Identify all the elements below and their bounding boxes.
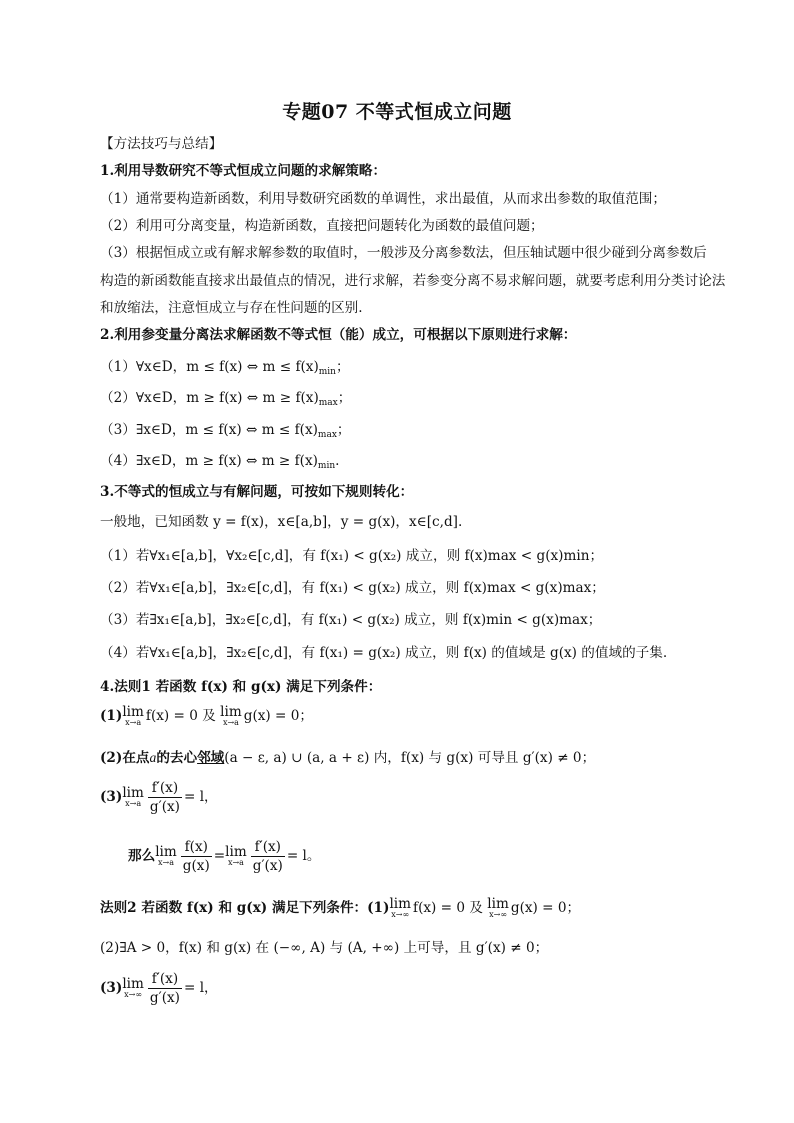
s1-p3c: 和放缩法，注意恒成立与存在性问题的区别. xyxy=(100,300,363,316)
s2-rule-2: （2）∀x∈D，m ≥ f(x) ⇔ $m \ge f(x)_{max}$； xyxy=(100,390,352,408)
rule1-cond1: (1) lim x→a f(x) = 0 及 lim x→a g(x) = 0； xyxy=(100,704,313,727)
rule1-cond2: (2)在点a的去心邻域(a − ε, a) ∪ (a, a + ε) 内，f(x) 与 g(x) 可导且 g′(x) ≠ 0； xyxy=(100,750,596,766)
s1-head: 1.利用导数研究不等式恒成立问题的求解策略： xyxy=(100,163,387,179)
s4-head: 4.法则1 若函数 f(x) 和 g(x) 满足下列条件： xyxy=(100,679,382,695)
s1-p3a: （3）根据恒成立或有解求解参数的取值时，一般涉及分离参数法，但压轴试题中很少碰到分离参数后 xyxy=(100,245,707,261)
page-title: 专题07 不等式恒成立问题 xyxy=(282,101,512,123)
s1-p2: （2）利用可分离变量，构造新函数，直接把问题转化为函数的最值问题； xyxy=(100,218,544,234)
rule1-cond3: (3) lim x→a $\frac{f'(x)}{g'(x)}$ = l， xyxy=(100,780,218,815)
rule2-cond3: (3) lim x→∞ $\frac{f'(x)}{g'(x)}$ = l， xyxy=(100,971,218,1006)
s3-intro: 一般地，已知函数 y = f(x)，x∈[a,b]，y = g(x)，x∈[c,d]. xyxy=(100,514,463,530)
rule1-conclusion: 那么 lim x→a $\frac{f(x)}{g(x)}$ = lim x→a $\frac{f'(x)}{g'(x)}$ = l。 xyxy=(128,839,321,874)
section-heading: 【方法技巧与总结】 xyxy=(100,136,223,152)
s1-p3b: 构造的新函数能直接求出最值点的情况，进行求解，若参变分离不易求解问题，就要考虑利用分类讨论法 xyxy=(100,273,726,289)
s2-rule-1: （1）∀x∈D，m ≤ f(x) ⇔ $m \le f(x)_{min}$； xyxy=(100,359,350,377)
s3-case-4: （4）若∀x₁∈[a,b]，∃x₂∈[c,d]，有 f(x₁) = g(x₂) 成立，则 f(x) 的值域是 g(x) 的值域的子集. xyxy=(100,645,668,661)
s2-rule-3: （3）∃x∈D，m ≤ f(x) ⇔ $m \le f(x)_{max}$； xyxy=(100,422,351,440)
s1-p1: （1）通常要构造新函数，利用导数研究函数的单调性，求出最值，从而求出参数的取值范围； xyxy=(100,191,666,207)
rule2-head: 法则2 若函数 f(x) 和 g(x) 满足下列条件：(1) lim x→∞ f(x) = 0 及 lim x→∞ g(x) = 0； xyxy=(100,896,581,919)
rule2-cond2: (2)∃A > 0，f(x) 和 g(x) 在 (−∞, A) 与 (A, +∞) 上可导，且 g′(x) ≠ 0； xyxy=(100,940,549,956)
s2-rule-4: （4）∃x∈D，m ≥ f(x) ⇔ $m \ge f(x)_{min}$. xyxy=(100,453,340,471)
s3-case-1: （1）若∀x₁∈[a,b]，∀x₂∈[c,d]，有 f(x₁) < g(x₂) 成立，则 f(x)max < g(x)min； xyxy=(100,548,604,564)
s2-head: 2.利用参变量分离法求解函数不等式恒（能）成立，可根据以下原则进行求解： xyxy=(100,327,577,343)
s3-case-3: （3）若∃x₁∈[a,b]，∃x₂∈[c,d]，有 f(x₁) < g(x₂) 成立，则 f(x)min < g(x)max； xyxy=(100,612,602,628)
s3-case-2: （2）若∀x₁∈[a,b]，∃x₂∈[c,d]，有 f(x₁) < g(x₂) 成立，则 f(x)max < g(x)max； xyxy=(100,580,605,596)
s3-head: 3.不等式的恒成立与有解问题，可按如下规则转化： xyxy=(100,484,414,500)
